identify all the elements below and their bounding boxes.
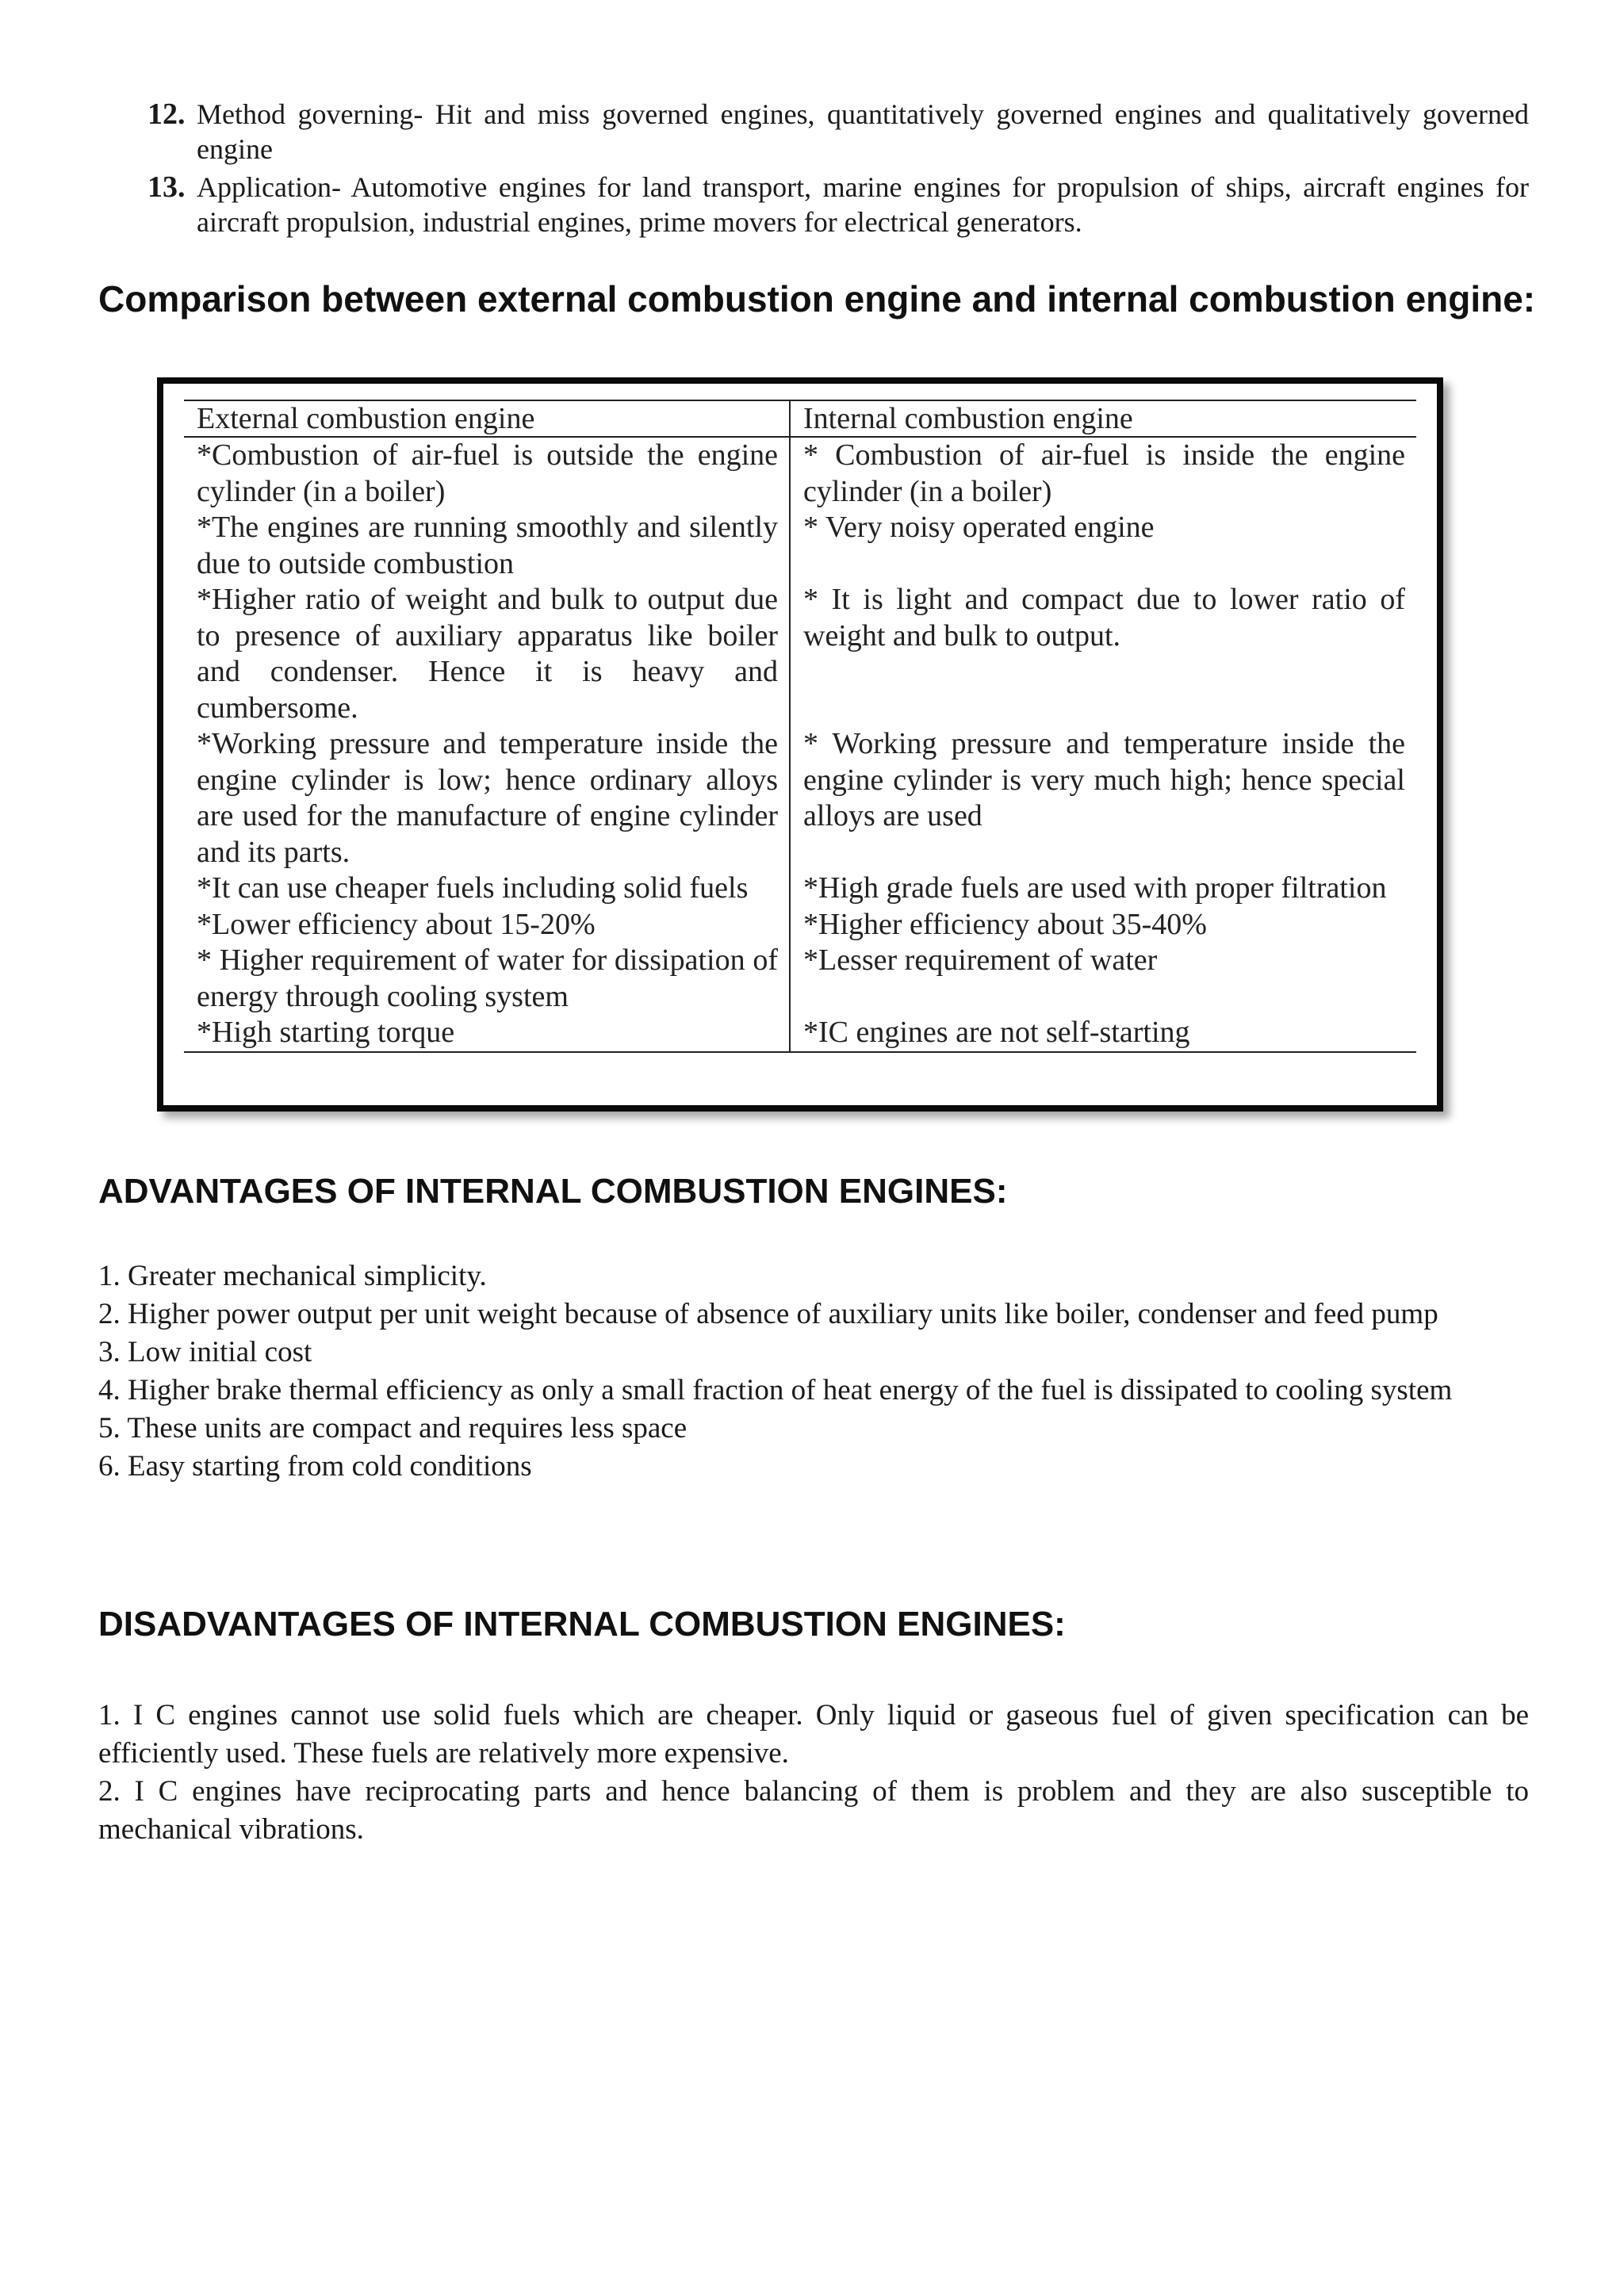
list-item-number: 13. — [147, 170, 186, 204]
comparison-table-frame — [157, 377, 1443, 1112]
list-item: 4. Higher brake thermal efficiency as only a small fraction of heat energy of the fuel is dissipated to cooling system — [98, 1374, 1453, 1406]
advantages-list — [98, 1257, 1529, 1486]
disadvantages-heading: DISADVANTAGES OF INTERNAL COMBUSTION ENGINES: — [98, 1605, 1066, 1644]
list-item: 6. Easy starting from cold conditions — [98, 1450, 532, 1483]
table-header-row — [184, 400, 1416, 437]
table-row — [184, 726, 1416, 871]
table-row — [184, 582, 1416, 726]
table-row — [184, 510, 1416, 582]
table-cell: *It can use cheaper fuels including solid fuels — [184, 871, 790, 907]
table-cell: *Higher efficiency about 35-40% — [803, 907, 1207, 941]
table-row — [184, 1015, 1416, 1052]
disadvantages-list — [98, 1697, 1529, 1849]
table-row — [184, 871, 1416, 907]
advantages-heading: ADVANTAGES OF INTERNAL COMBUSTION ENGINES: — [98, 1172, 1008, 1211]
table-row — [184, 437, 1416, 510]
table-cell: *Working pressure and temperature inside the engine cylinder is low; hence ordinary alloys are used for the manufacture of engine cylinder and its parts. — [184, 726, 790, 871]
list-item: 2. Higher power output per unit weight because of absence of auxiliary units like boiler, condenser and feed pump — [98, 1298, 1438, 1330]
list-item-number: 12. — [147, 98, 186, 131]
list-item-text: Method governing- Hit and miss governed engines, quantitatively governed engines and qualitatively governed engine — [197, 98, 1529, 165]
table-row — [184, 907, 1416, 943]
comparison-table — [184, 400, 1416, 1053]
table-cell: *IC engines are not self-starting — [790, 1015, 1416, 1052]
table-cell: *Lower efficiency about 15-20% — [184, 907, 790, 943]
table-row — [184, 943, 1416, 1015]
column-header-external: External combustion engine — [184, 400, 790, 437]
list-item — [147, 170, 1529, 239]
table-cell: *Combustion of air-fuel is outside the engine cylinder (in a boiler) — [184, 437, 790, 510]
table-cell: * Higher requirement of water for dissipation of energy through cooling system — [184, 943, 790, 1015]
column-header-internal: Internal combustion engine — [790, 400, 1416, 437]
table-cell: * Very noisy operated engine — [803, 511, 1155, 544]
table-cell: *High grade fuels are used with proper filtration — [803, 871, 1387, 905]
table-cell: *Higher ratio of weight and bulk to output due to presence of auxiliary apparatus like boiler and condenser. Hence it is heavy and cumbersome. — [184, 582, 790, 726]
table-cell: * Working pressure and temperature inside the engine cylinder is very much high; hence special alloys are used — [803, 727, 1405, 832]
table-cell: *High starting torque — [184, 1015, 790, 1052]
list-item-text: Application- Automotive engines for land transport, marine engines for propulsion of ships, aircraft engines for aircraft propulsion, industrial engines, prime movers for electrical generators. — [197, 171, 1529, 238]
table-cell: * It is light and compact due to lower ratio of weight and bulk to output. — [803, 583, 1405, 652]
top-numbered-list — [147, 97, 1529, 243]
table-cell: *The engines are running smoothly and silently due to outside combustion — [184, 510, 790, 582]
table-cell: *Lesser requirement of water — [803, 943, 1158, 977]
comparison-heading: Comparison between external combustion engine and internal combustion engine: — [98, 278, 1536, 320]
table-cell: * Combustion of air-fuel is inside the engine cylinder (in a boiler) — [803, 438, 1405, 508]
list-item: 1. Greater mechanical simplicity. — [98, 1260, 487, 1292]
list-item: 3. Low initial cost — [98, 1336, 312, 1368]
list-item: 1. I C engines cannot use solid fuels which are cheaper. Only liquid or gaseous fuel of given specification can be efficiently used. These fuels are relatively more expensive. — [98, 1699, 1529, 1770]
list-item: 2. I C engines have reciprocating parts and hence balancing of them is problem and they are also susceptible to mechanical vibrations. — [98, 1775, 1529, 1846]
list-item — [147, 97, 1529, 166]
list-item: 5. These units are compact and requires less space — [98, 1412, 688, 1445]
